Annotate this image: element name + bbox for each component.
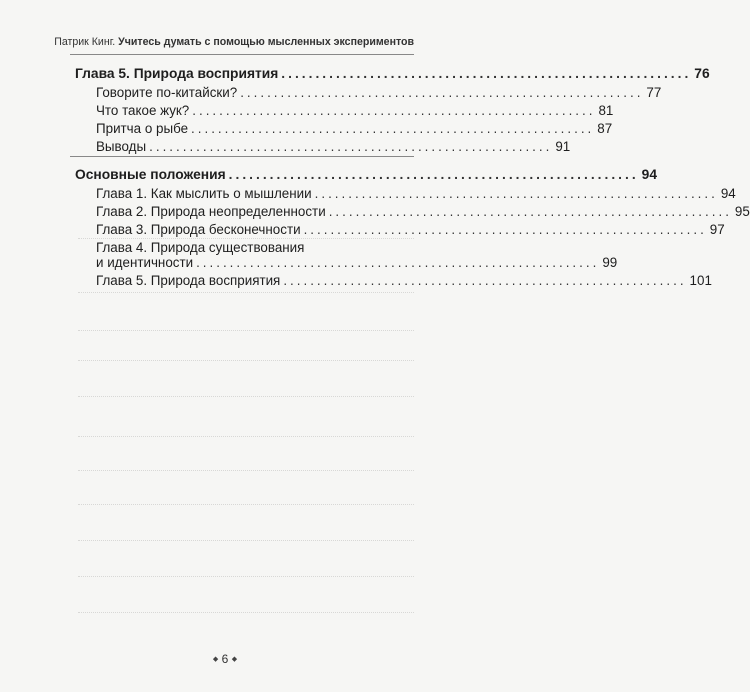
running-header bbox=[0, 36, 414, 48]
leader-dots: ............................................................ bbox=[281, 66, 692, 81]
toc-title: Глава 5. Природа восприятия bbox=[96, 273, 281, 288]
toc-title: Глава 2. Природа неопределенности bbox=[96, 204, 326, 219]
leader-dots: ............................................................ bbox=[192, 103, 596, 118]
show-through-line bbox=[78, 576, 414, 578]
toc-chapter-5 bbox=[75, 66, 710, 81]
show-through-line bbox=[78, 470, 414, 472]
toc-page: 87 bbox=[597, 121, 613, 136]
toc-page: 99 bbox=[602, 255, 618, 270]
toc-title: Основные положения bbox=[75, 167, 226, 182]
leader-dots: ............................................................ bbox=[303, 222, 707, 237]
divider bbox=[70, 54, 414, 55]
toc-title: Выводы bbox=[96, 139, 147, 154]
leader-dots: ............................................................ bbox=[314, 186, 718, 201]
toc-item bbox=[96, 273, 712, 288]
header-author: Патрик Кинг. bbox=[54, 36, 116, 48]
toc-item bbox=[96, 121, 613, 136]
leader-dots: ............................................................ bbox=[191, 121, 595, 136]
toc-page: 101 bbox=[689, 273, 712, 288]
toc-page: 94 bbox=[641, 167, 658, 182]
toc-page: 97 bbox=[709, 222, 725, 237]
show-through-line bbox=[78, 360, 414, 362]
toc-page: 94 bbox=[720, 186, 736, 201]
toc-page: 76 bbox=[694, 66, 710, 81]
toc-title: Говорите по-китайски? bbox=[96, 85, 238, 100]
toc-item bbox=[96, 186, 736, 201]
show-through-line bbox=[78, 330, 414, 332]
toc-page: 77 bbox=[646, 85, 662, 100]
toc-title: Притча о рыбе bbox=[96, 121, 189, 136]
toc-title: и идентичности bbox=[96, 255, 194, 270]
toc-item bbox=[96, 139, 571, 154]
toc-title: Что такое жук? bbox=[96, 103, 190, 118]
toc-item bbox=[96, 255, 618, 270]
leader-dots: ............................................................ bbox=[240, 85, 644, 100]
show-through-line bbox=[78, 540, 414, 542]
toc-title: Глава 5. Природа восприятия bbox=[75, 66, 279, 81]
toc-key-points bbox=[75, 167, 658, 182]
leader-dots: ............................................................ bbox=[283, 273, 687, 288]
page-number bbox=[0, 652, 450, 666]
toc-page: 91 bbox=[555, 139, 571, 154]
toc-item bbox=[96, 204, 750, 219]
show-through-line bbox=[78, 504, 414, 506]
show-through-line bbox=[78, 292, 414, 294]
leader-dots: ............................................................ bbox=[149, 139, 553, 154]
show-through-line bbox=[78, 612, 414, 614]
toc-item-line1: Глава 4. Природа существования bbox=[96, 240, 305, 255]
divider bbox=[70, 156, 414, 157]
toc-item bbox=[96, 85, 662, 100]
show-through-line bbox=[78, 396, 414, 398]
toc-page: 95 bbox=[734, 204, 750, 219]
diamond-ornament-icon: ◆ bbox=[212, 656, 219, 663]
page-number-value: 6 bbox=[221, 652, 229, 666]
leader-dots: ............................................................ bbox=[328, 204, 732, 219]
toc-item bbox=[96, 222, 725, 237]
toc-title: Глава 1. Как мыслить о мышлении bbox=[96, 186, 312, 201]
toc-page: 81 bbox=[598, 103, 614, 118]
toc-item bbox=[96, 103, 614, 118]
toc-title: Глава 3. Природа бесконечности bbox=[96, 222, 301, 237]
header-book-title: Учитесь думать с помощью мысленных экспериментов bbox=[118, 36, 414, 48]
leader-dots: ............................................................ bbox=[196, 255, 600, 270]
diamond-ornament-icon: ◆ bbox=[231, 656, 238, 663]
leader-dots: ............................................................ bbox=[228, 167, 639, 182]
show-through-line bbox=[78, 436, 414, 438]
